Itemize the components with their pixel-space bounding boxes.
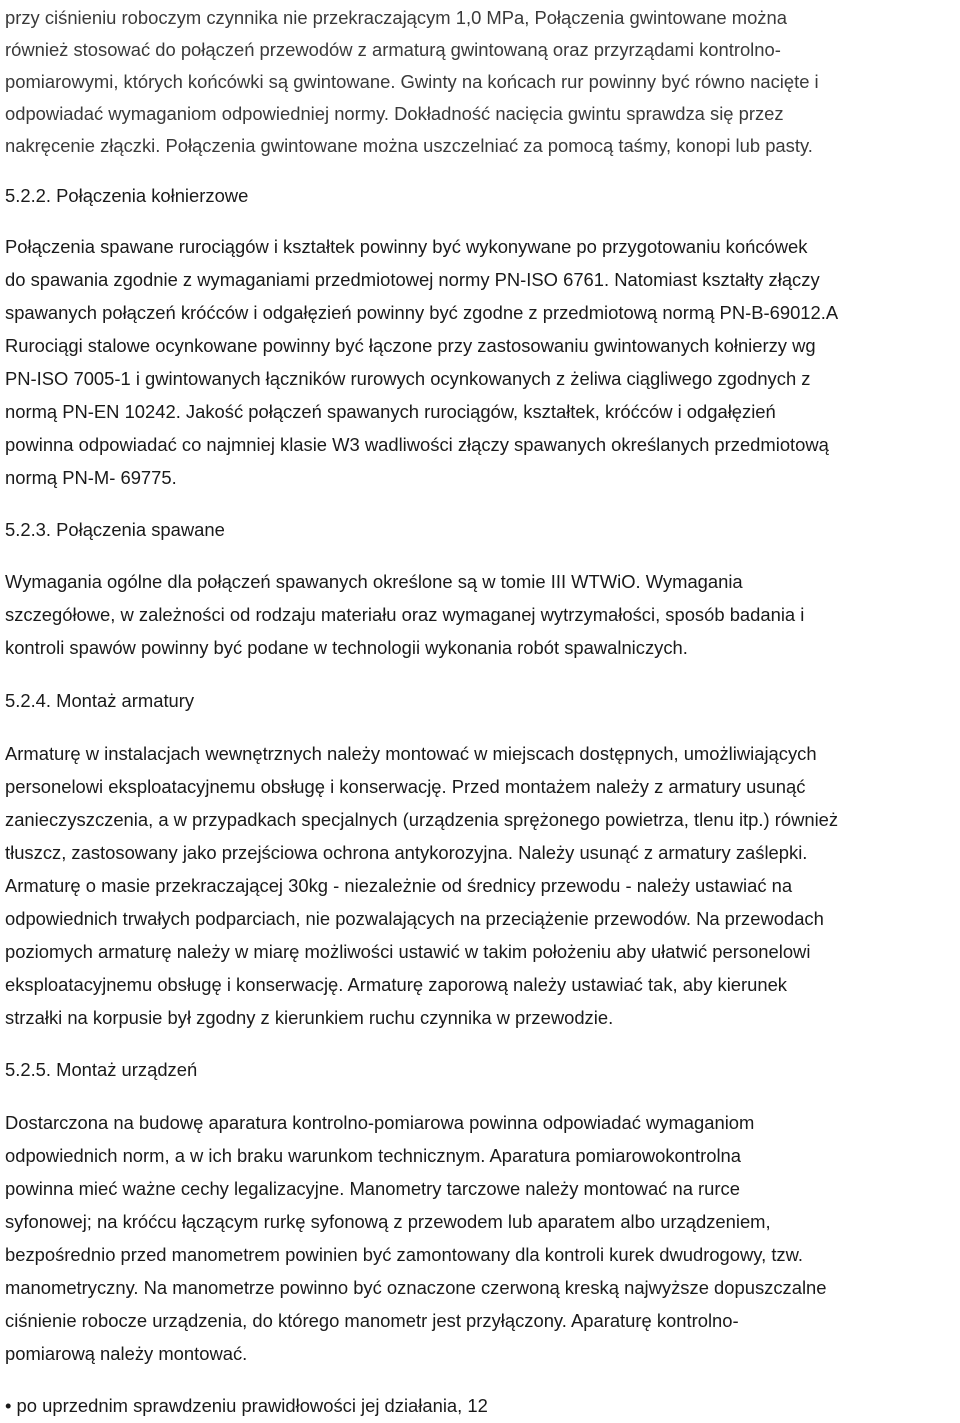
- paragraph-line: przy ciśnieniu roboczym czynnika nie przekraczającym 1,0 MPa, Połączenia gwintowane można: [5, 7, 787, 28]
- paragraph-line: Armaturę o masie przekraczającej 30kg - niezależnie od średnicy przewodu - należy ustawiać na: [5, 875, 793, 896]
- paragraph-line: poziomych armaturę należy w miarę możliwości ustawić w takim położeniu aby ułatwić personelowi: [5, 941, 811, 962]
- paragraph-line: do spawania zgodnie z wymaganiami przedmiotowej normy PN-ISO 6761. Natomiast kształty złączy: [5, 269, 820, 290]
- paragraph-line: ciśnienie robocze urządzenia, do którego manometr jest przyłączony. Aparaturę kontrolno-: [5, 1310, 739, 1331]
- section-heading: 5.2.4. Montaż armatury: [5, 690, 195, 711]
- paragraph-line: odpowiadać wymaganiom odpowiedniej normy. Dokładność nacięcia gwintu sprawdza się przez: [5, 103, 784, 124]
- paragraph-line: syfonowej; na króćcu łączącym rurkę syfonową z przewodem lub aparatem albo urządzeniem,: [5, 1211, 771, 1232]
- paragraph-line: eksploatacyjnemu obsługę i konserwację. Armaturę zaporową należy ustawiać tak, aby kierunek: [5, 974, 788, 995]
- paragraph-line: również stosować do połączeń przewodów z armaturą gwintowaną oraz przyrządami kontrolno-: [5, 39, 781, 60]
- paragraph-line: Dostarczona na budowę aparatura kontrolno-pomiarowa powinna odpowiadać wymaganiom: [5, 1112, 755, 1133]
- paragraph-line: personelowi eksploatacyjnemu obsługę i konserwację. Przed montażem należy z armatury usunąć: [5, 776, 806, 797]
- paragraph-line: normą PN-M- 69775.: [5, 467, 177, 488]
- paragraph-line: Armaturę w instalacjach wewnętrznych należy montować w miejscach dostępnych, umożliwiających: [5, 743, 817, 764]
- paragraph-line: odpowiednich norm, a w ich braku warunkom technicznym. Aparatura pomiarowokontrolna: [5, 1145, 741, 1166]
- paragraph-line: tłuszcz, zastosowany jako przejściowa ochrona antykorozyjna. Należy usunąć z armatury zaślepki.: [5, 842, 808, 863]
- paragraph-line: powinna odpowiadać co najmniej klasie W3 wadliwości złączy spawanych określanych przedmiotową: [5, 434, 829, 455]
- paragraph-line: Połączenia spawane rurociągów i kształtek powinny być wykonywane po przygotowaniu końcówek: [5, 236, 808, 257]
- paragraph-line: pomiarową należy montować.: [5, 1343, 248, 1364]
- paragraph-line: manometryczny. Na manometrze powinno być oznaczone czerwoną kreską najwyższe dopuszczalne: [5, 1277, 827, 1298]
- paragraph-line: kontroli spawów powinny być podane w technologii wykonania robót spawalniczych.: [5, 637, 688, 658]
- paragraph-line: spawanych połączeń króćców i odgałęzień powinny być zgodne z przedmiotową normą PN-B-69012.A: [5, 302, 839, 323]
- paragraph-line: odpowiednich trwałych podparciach, nie pozwalających na przeciążenie przewodów. Na przewodach: [5, 908, 824, 929]
- paragraph-line: Rurociągi stalowe ocynkowane powinny być łączone przy zastosowaniu gwintowanych kołnierzy wg: [5, 335, 816, 356]
- paragraph-line: zanieczyszczenia, a w przypadkach specjalnych (urządzenia sprężonego powietrza, tlenu itp.) również: [5, 809, 839, 830]
- section-heading: 5.2.3. Połączenia spawane: [5, 519, 225, 540]
- paragraph-line: szczegółowe, w zależności od rodzaju materiału oraz wymaganej wytrzymałości, sposób badania i: [5, 604, 805, 625]
- paragraph-line: nakręcenie złączki. Połączenia gwintowane można uszczelniać za pomocą taśmy, konopi lub pasty.: [5, 135, 813, 156]
- section-heading: 5.2.5. Montaż urządzeń: [5, 1059, 198, 1080]
- paragraph-line: powinna mieć ważne cechy legalizacyjne. Manometry tarczowe należy montować na rurce: [5, 1178, 740, 1199]
- paragraph-line: pomiarowymi, których końcówki są gwintowane. Gwinty na końcach rur powinny być równo nacięte i: [5, 71, 819, 92]
- paragraph-line: strzałki na korpusie był zgodny z kierunkiem ruchu czynnika w przewodzie.: [5, 1007, 614, 1028]
- bullet-list-item: • po uprzednim sprawdzeniu prawidłowości jej działania, 12: [5, 1395, 488, 1416]
- paragraph-line: bezpośrednio przed manometrem powinien być zamontowany dla kontroli kurek dwudrogowy, tzw.: [5, 1244, 804, 1265]
- paragraph-line: normą PN-EN 10242. Jakość połączeń spawanych rurociągów, kształtek, króćców i odgałęzień: [5, 401, 776, 422]
- paragraph-line: PN-ISO 7005-1 i gwintowanych łączników rurowych ocynkowanych z żeliwa ciągliwego zgodnych z: [5, 368, 811, 389]
- paragraph-line: Wymagania ogólne dla połączeń spawanych określone są w tomie III WTWiO. Wymagania: [5, 571, 743, 592]
- section-heading: 5.2.2. Połączenia kołnierzowe: [5, 185, 249, 206]
